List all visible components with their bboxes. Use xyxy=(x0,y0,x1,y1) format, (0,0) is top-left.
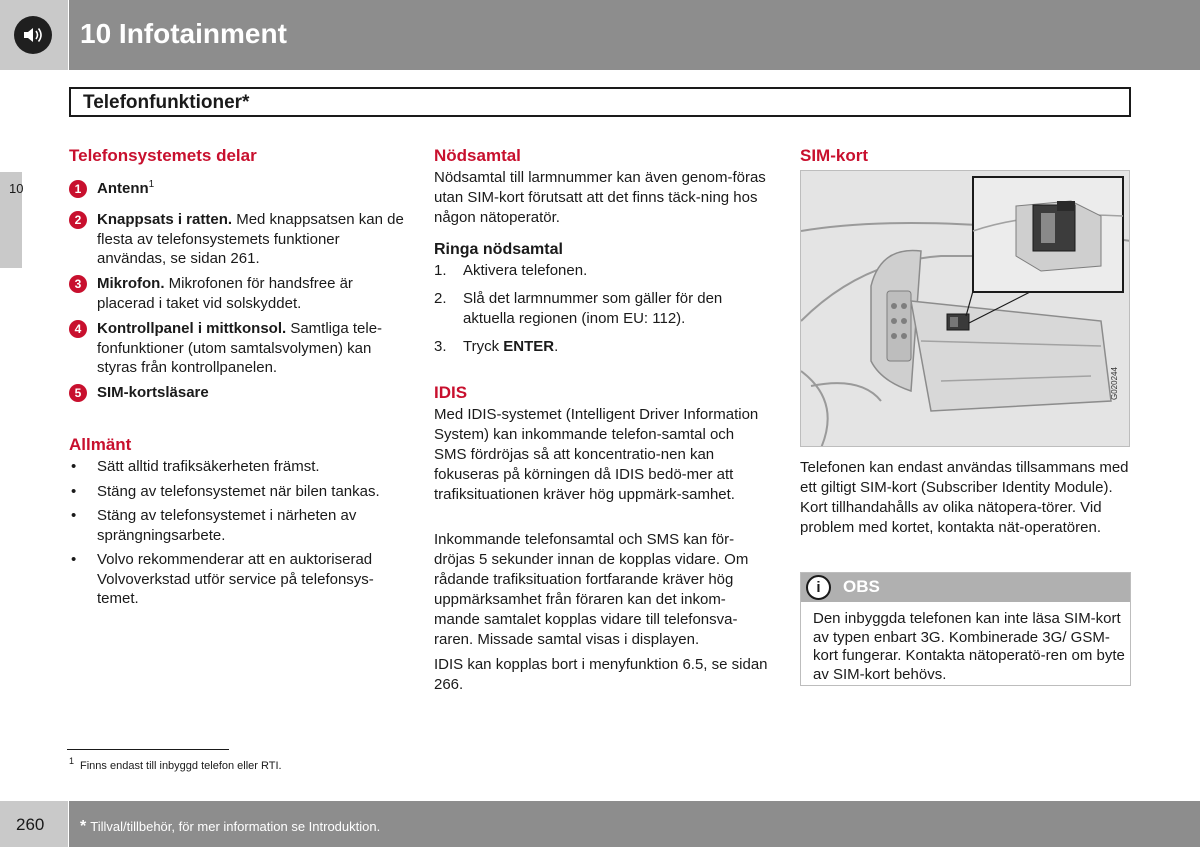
step-item: 1. Aktivera telefonen. xyxy=(434,262,588,279)
side-tab-number: 10 xyxy=(9,181,24,196)
sim-heading: SIM-kort xyxy=(800,146,868,165)
obs-note-box xyxy=(800,572,1131,686)
parts-heading: Telefonsystemets delar xyxy=(69,146,257,165)
footer-note xyxy=(80,818,380,836)
chapter-title: 10 Infotainment xyxy=(80,18,287,49)
part-item-5 xyxy=(69,383,404,403)
figure-code: G020244 xyxy=(1110,367,1119,400)
step-item: 2. Slå det larmnummer som gäller för den aktuella regionen (inom EU: 112). xyxy=(434,290,723,327)
list-item: • Volvo rekommenderar att en auktoriserad Volvoverkstad utför service på telefonsys-temet. xyxy=(69,550,404,609)
part-name: Mikrofon. xyxy=(97,275,165,292)
page-number: 260 xyxy=(16,815,45,834)
idis-heading: IDIS xyxy=(434,383,468,402)
list-item: • Stäng av telefonsystemet i närheten av sprängningsarbete. xyxy=(69,506,404,545)
idis-paragraph-1: Med IDIS-systemet (Intelligent Driver Information System) kan inkommande telefon-samtal och SMS fördröjas så att koncentratio-nen kan fokuseras på körningen då IDIS bedö-mer att trafiksituationen kräver hög uppmärk-samhet. xyxy=(434,406,759,503)
number-badge: 3 xyxy=(69,275,87,293)
section-title: Telefonfunktioner* xyxy=(83,92,250,113)
obs-text: Den inbyggda telefonen kan inte läsa SIM-kort av typen enbart 3G. Kombinerade 3G/ GSM-kort fungerar. Kontakta nätoperatö-ren om byte av SIM-kort behövs. xyxy=(813,610,1125,683)
part-name: Kontrollpanel i mittkonsol. xyxy=(97,320,287,337)
info-icon: i xyxy=(806,575,831,600)
part-item-2 xyxy=(69,210,404,269)
header-icon-panel xyxy=(0,0,68,70)
emergency-text: Nödsamtal till larmnummer kan även genom-föras utan SIM-kort förutsatt att det finns täck-ning hos någon nätoperatör. xyxy=(434,169,766,226)
part-item-1 xyxy=(69,179,404,199)
number-badge: 1 xyxy=(69,180,87,198)
part-desc: Med knappsatsen kan de flesta av telefonsystemets funktioner användas, se sidan 261. xyxy=(97,211,404,267)
general-heading: Allmänt xyxy=(69,435,132,454)
call-heading: Ringa nödsamtal xyxy=(434,241,563,258)
asterisk-mark: * xyxy=(80,818,87,835)
part-name: Knappsats i ratten. xyxy=(97,211,233,228)
idis-paragraph-3: IDIS kan kopplas bort i menyfunktion 6.5, se sidan 266. xyxy=(434,656,768,693)
number-badge: 4 xyxy=(69,320,87,338)
part-desc: Mikrofonen för handsfree är placerad i taket vid solskyddet. xyxy=(97,275,353,312)
idis-paragraph-2: Inkommande telefonsamtal och SMS kan för-dröjas 5 sekunder innan de kopplas vidare. Om rådande trafiksituation fortfarande kräver hög uppmärksamhet från föraren kan det inkom-mande samtalet kopplas vidare till telefonsva-raren. Missade samtal visas i displayen. xyxy=(434,531,749,648)
list-item: • Stäng av telefonsystemet när bilen tankas. xyxy=(69,482,404,502)
footnote-text: Finns endast till inbyggd telefon eller RTI. xyxy=(80,760,282,772)
part-item-3 xyxy=(69,274,404,313)
part-desc: Samtliga tele-fonfunktioner (utom samtalsvolymen) kan styras från kontrollpanelen. xyxy=(97,320,383,376)
number-badge: 2 xyxy=(69,211,87,229)
list-item: • Sätt alltid trafiksäkerheten främst. xyxy=(69,457,404,477)
step-item: 3. Tryck ENTER. xyxy=(434,338,559,355)
section-title-box xyxy=(69,87,1131,117)
part-name: SIM-kortsläsare xyxy=(97,384,209,401)
part-item-4 xyxy=(69,319,404,378)
sim-text: Telefonen kan endast användas tillsammans med ett giltigt SIM-kort (Subscriber Identity Module). Kort tillhandahålls av olika nätopera-törer. Vid problem med kortet, kontakta nät-operatören. xyxy=(800,459,1129,536)
sim-card-reader-illustration xyxy=(800,170,1130,447)
footnote-ref: 1 xyxy=(148,179,155,190)
obs-label: OBS xyxy=(843,577,880,596)
emergency-heading: Nödsamtal xyxy=(434,146,521,165)
obs-header xyxy=(801,573,1130,602)
speaker-icon xyxy=(14,16,52,54)
general-bullet-list xyxy=(69,457,404,614)
footnote-divider xyxy=(67,749,229,750)
footnote-mark: 1 xyxy=(69,756,75,767)
emergency-steps xyxy=(434,261,774,365)
part-name: Antenn xyxy=(97,180,149,197)
footnote xyxy=(69,756,282,772)
number-badge: 5 xyxy=(69,384,87,402)
footer-note-text: Tillval/tillbehör, för mer information se Introduktion. xyxy=(90,819,381,834)
